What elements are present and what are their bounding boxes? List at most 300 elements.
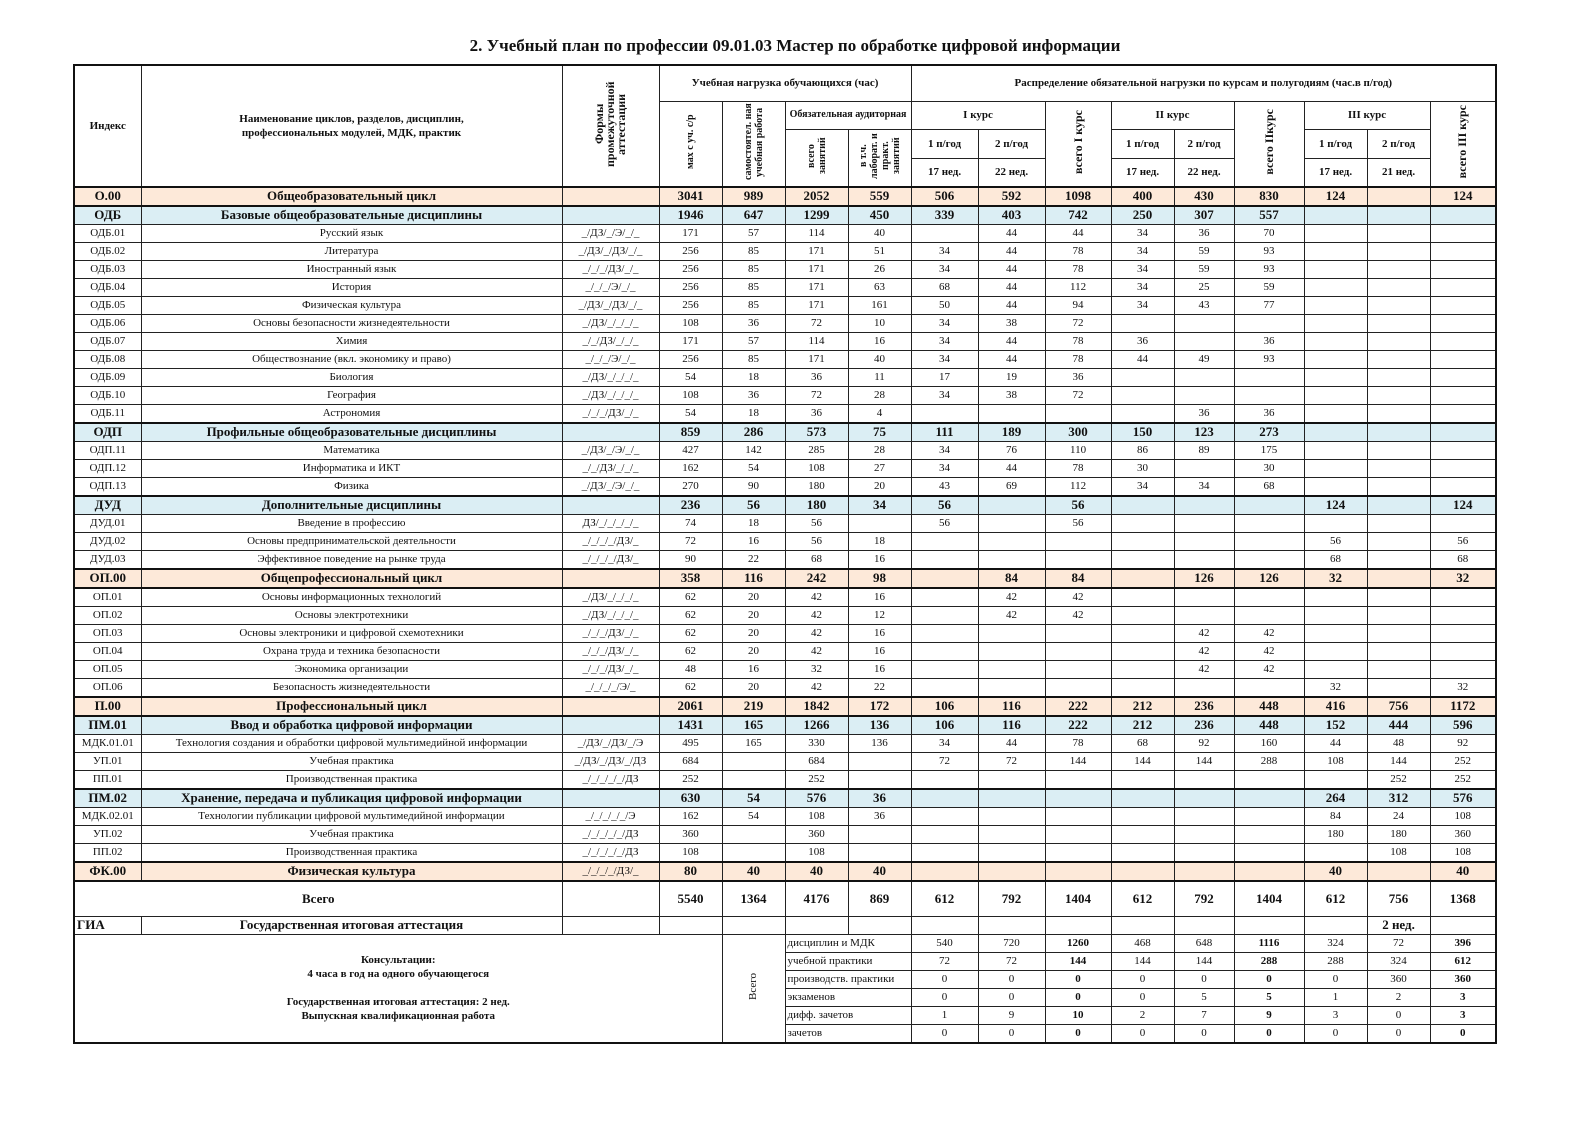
row-value (911, 532, 978, 550)
header-c1-sem2: 2 п/год (978, 129, 1045, 159)
table-row (74, 514, 1496, 532)
row-value: 34 (911, 314, 978, 332)
row-attestation-form: _/ДЗ/_/ДЗ/_/ДЗ (562, 752, 659, 770)
row-value (1111, 314, 1174, 332)
row-value: 16 (848, 550, 911, 569)
row-value (1430, 660, 1496, 678)
row-value: 85 (722, 278, 785, 296)
row-value: 36 (1045, 368, 1111, 386)
row-value (1430, 368, 1496, 386)
row-value (1367, 332, 1430, 350)
row-value (1045, 532, 1111, 550)
row-value (1045, 678, 1111, 697)
row-value: 1431 (659, 716, 722, 735)
table-row (74, 588, 1496, 607)
row-value (1304, 441, 1367, 459)
row-value: 72 (911, 752, 978, 770)
row-value (848, 825, 911, 843)
row-attestation-form: _/ДЗ/_/_/_/_ (562, 368, 659, 386)
row-value: 34 (1111, 224, 1174, 242)
row-value: 77 (1234, 296, 1304, 314)
gia-index: ГИА (74, 916, 141, 934)
row-value (1111, 843, 1174, 862)
row-attestation-form (562, 187, 659, 206)
row-attestation-form: _/_/_/ДЗ/_/_ (562, 660, 659, 678)
row-value (1430, 224, 1496, 242)
row-value: 19 (978, 368, 1045, 386)
row-value: 36 (848, 807, 911, 825)
row-value: 56 (1304, 532, 1367, 550)
row-value: 252 (1430, 752, 1496, 770)
row-value: 59 (1234, 278, 1304, 296)
row-value: 116 (978, 697, 1045, 716)
row-value: 40 (785, 862, 848, 881)
row-value (1367, 514, 1430, 532)
total-cell: 5540 (659, 881, 722, 917)
row-value: 76 (978, 441, 1045, 459)
summary-label: дисциплин и МДК (785, 934, 911, 952)
row-value: 40 (1430, 862, 1496, 881)
summary-value: 0 (1045, 1024, 1111, 1043)
row-value: 16 (848, 624, 911, 642)
table-row (74, 843, 1496, 862)
row-value (978, 862, 1045, 881)
row-value (722, 825, 785, 843)
row-value (1174, 314, 1234, 332)
row-index: ОДП.13 (74, 477, 141, 496)
header-lab-classes: в т.ч. лаборат. и практ. занятий (848, 129, 911, 187)
row-value: 68 (785, 550, 848, 569)
row-name: Учебная практика (141, 825, 562, 843)
row-attestation-form (562, 496, 659, 515)
row-attestation-form: _/ДЗ/_/_/_/_ (562, 606, 659, 624)
table-row (74, 734, 1496, 752)
row-value: 44 (1111, 350, 1174, 368)
row-value: 161 (848, 296, 911, 314)
vkr-text: Выпускная квалификационная работа (301, 1010, 496, 1022)
row-value: 32 (1304, 569, 1367, 588)
row-value: 54 (722, 459, 785, 477)
row-value: 252 (785, 770, 848, 789)
row-attestation-form: _/_/_/_/_/ДЗ (562, 825, 659, 843)
summary-label: дифф. зачетов (785, 1006, 911, 1024)
row-value: 20 (722, 642, 785, 660)
row-value (911, 404, 978, 423)
row-value (1304, 386, 1367, 404)
table-row (74, 404, 1496, 423)
row-value: 59 (1174, 242, 1234, 260)
summary-value: 3 (1430, 1006, 1496, 1024)
row-value: 16 (722, 532, 785, 550)
summary-value: 1 (1304, 988, 1367, 1006)
row-value: 124 (1430, 496, 1496, 515)
summary-value: 612 (1430, 952, 1496, 970)
row-value (1174, 386, 1234, 404)
row-value (911, 843, 978, 862)
row-value: 62 (659, 624, 722, 642)
row-attestation-form: _/_/_/_/_/ДЗ (562, 770, 659, 789)
row-value: 57 (722, 332, 785, 350)
row-value (1111, 678, 1174, 697)
row-attestation-form: _/_/_/_/Э/_ (562, 678, 659, 697)
row-value: 92 (1174, 734, 1234, 752)
header-c3-weeks2: 21 нед. (1367, 159, 1430, 187)
row-name: Литература (141, 242, 562, 260)
row-value: 252 (1430, 770, 1496, 789)
table-row (74, 606, 1496, 624)
row-value: 80 (659, 862, 722, 881)
table-row (74, 550, 1496, 569)
row-value: 89 (1174, 441, 1234, 459)
row-value (1174, 459, 1234, 477)
row-value (1234, 606, 1304, 624)
row-value (1111, 606, 1174, 624)
row-value (1234, 770, 1304, 789)
row-index: ОДП.11 (74, 441, 141, 459)
row-value: 108 (659, 843, 722, 862)
row-attestation-form: ДЗ/_/_/_/_/_ (562, 514, 659, 532)
row-value: 123 (1174, 423, 1234, 442)
row-value: 16 (722, 660, 785, 678)
row-value: 43 (1174, 296, 1234, 314)
summary-value: 360 (1367, 970, 1430, 988)
row-name: Базовые общеобразовательные дисциплины (141, 206, 562, 225)
row-value (1174, 770, 1234, 789)
row-value: 124 (1304, 187, 1367, 206)
row-value: 189 (978, 423, 1045, 442)
row-value (1304, 404, 1367, 423)
summary-value: 324 (1367, 952, 1430, 970)
row-value (1367, 606, 1430, 624)
gia-name: Государственная итоговая аттестация (141, 916, 562, 934)
row-value: 42 (1234, 642, 1304, 660)
row-value (1111, 624, 1174, 642)
row-value: 160 (1234, 734, 1304, 752)
header-forms: Формы промежуточной аттестации (562, 65, 659, 187)
header-c1-weeks1: 17 нед. (911, 159, 978, 187)
row-value: 94 (1045, 296, 1111, 314)
row-value: 85 (722, 350, 785, 368)
summary-value: 0 (1111, 988, 1174, 1006)
row-value (1367, 350, 1430, 368)
row-value: 72 (1045, 386, 1111, 404)
summary-value: 5 (1174, 988, 1234, 1006)
row-value: 36 (1111, 332, 1174, 350)
page-title: 2. Учебный план по профессии 09.01.03 Мастер по обработке цифровой информации (469, 36, 1121, 55)
row-value: 171 (785, 278, 848, 296)
row-attestation-form: _/_/_/ДЗ/_/_ (562, 624, 659, 642)
row-value: 63 (848, 278, 911, 296)
row-name: Информатика и ИКТ (141, 459, 562, 477)
row-value (722, 752, 785, 770)
row-value (1234, 514, 1304, 532)
row-name: Биология (141, 368, 562, 386)
row-value (1367, 260, 1430, 278)
row-value (911, 660, 978, 678)
row-index: ОДБ.01 (74, 224, 141, 242)
row-name: Иностранный язык (141, 260, 562, 278)
header-c2-sem1: 1 п/год (1111, 129, 1174, 159)
section-row (74, 496, 1496, 515)
row-attestation-form (562, 206, 659, 225)
row-value (1430, 278, 1496, 296)
row-value: 42 (785, 678, 848, 697)
row-attestation-form: _/_/_/ДЗ/_/_ (562, 260, 659, 278)
row-value (1367, 588, 1430, 607)
row-value: 62 (659, 642, 722, 660)
row-value (1174, 514, 1234, 532)
row-value: 108 (785, 843, 848, 862)
row-value (1304, 278, 1367, 296)
row-value (1367, 624, 1430, 642)
row-attestation-form: _/_/ДЗ/_/_/_ (562, 459, 659, 477)
row-value: 78 (1045, 459, 1111, 477)
row-value: 40 (848, 224, 911, 242)
row-value (1367, 368, 1430, 386)
row-value: 108 (1430, 807, 1496, 825)
row-value (1430, 386, 1496, 404)
row-value: 93 (1234, 260, 1304, 278)
row-value: 34 (911, 332, 978, 350)
row-name: Физическая культура (141, 296, 562, 314)
row-attestation-form: _/_/_/_/ДЗ/_ (562, 550, 659, 569)
summary-value: 72 (978, 952, 1045, 970)
row-value: 44 (978, 224, 1045, 242)
row-value (978, 807, 1045, 825)
summary-value: 0 (911, 988, 978, 1006)
row-value: 56 (1045, 514, 1111, 532)
header-course-2: II курс (1111, 101, 1234, 129)
row-value: 592 (978, 187, 1045, 206)
row-value: 162 (659, 807, 722, 825)
row-value: 450 (848, 206, 911, 225)
row-attestation-form: _/_/_/_/_/ДЗ (562, 843, 659, 862)
row-value: 1172 (1430, 697, 1496, 716)
row-value: 360 (1430, 825, 1496, 843)
summary-value: 288 (1234, 952, 1304, 970)
row-value (978, 770, 1045, 789)
row-value: 144 (1111, 752, 1174, 770)
header-c2-sem2: 2 п/год (1174, 129, 1234, 159)
row-index: ОДП.12 (74, 459, 141, 477)
row-value: 42 (785, 588, 848, 607)
row-value (1174, 368, 1234, 386)
row-value (1111, 569, 1174, 588)
row-index: ОДБ.07 (74, 332, 141, 350)
row-value (1367, 404, 1430, 423)
row-index: О.00 (74, 187, 141, 206)
row-index: ПМ.02 (74, 789, 141, 808)
row-value: 16 (848, 642, 911, 660)
row-value: 34 (911, 350, 978, 368)
row-value (1174, 843, 1234, 862)
row-value: 40 (1304, 862, 1367, 881)
row-value (1430, 314, 1496, 332)
row-value: 57 (722, 224, 785, 242)
row-value (848, 514, 911, 532)
section-row (74, 716, 1496, 735)
header-c1-sem1: 1 п/год (911, 129, 978, 159)
row-value (1111, 588, 1174, 607)
vsego-label: Всего (722, 934, 785, 1043)
table-row (74, 296, 1496, 314)
row-value (1111, 825, 1174, 843)
row-index: ОП.04 (74, 642, 141, 660)
row-value (1174, 606, 1234, 624)
row-value (1367, 206, 1430, 225)
row-value (1111, 862, 1174, 881)
row-value (978, 678, 1045, 697)
row-index: П.00 (74, 697, 141, 716)
row-value: 108 (659, 386, 722, 404)
row-value: 576 (785, 789, 848, 808)
row-value: 68 (1234, 477, 1304, 496)
row-value: 1266 (785, 716, 848, 735)
header-c1-weeks2: 22 нед. (978, 159, 1045, 187)
row-value (1367, 314, 1430, 332)
row-value: 175 (1234, 441, 1304, 459)
row-value (1234, 843, 1304, 862)
row-value: 54 (722, 789, 785, 808)
row-value: 212 (1111, 697, 1174, 716)
row-value (1234, 550, 1304, 569)
row-index: ПП.01 (74, 770, 141, 789)
row-name: Химия (141, 332, 562, 350)
row-value (1234, 807, 1304, 825)
row-value: 444 (1367, 716, 1430, 735)
row-index: ОП.01 (74, 588, 141, 607)
row-value (1304, 368, 1367, 386)
header-total-classes: всего занятий (785, 129, 848, 187)
summary-value: 1260 (1045, 934, 1111, 952)
row-value: 358 (659, 569, 722, 588)
row-name: Ввод и обработка цифровой информации (141, 716, 562, 735)
row-index: ДУД.02 (74, 532, 141, 550)
row-value (1367, 678, 1430, 697)
row-value (1174, 807, 1234, 825)
row-value (1234, 789, 1304, 808)
summary-value: 0 (1174, 970, 1234, 988)
row-value: 84 (1304, 807, 1367, 825)
table-row (74, 752, 1496, 770)
total-cell: 869 (848, 881, 911, 917)
summary-value: 72 (911, 952, 978, 970)
row-value: 108 (1304, 752, 1367, 770)
total-cell: 612 (1111, 881, 1174, 917)
header-self-study: самостоятел. ная учебная работа (722, 101, 785, 187)
row-value: 111 (911, 423, 978, 442)
row-value: 40 (848, 862, 911, 881)
row-value: 114 (785, 224, 848, 242)
row-value: 20 (722, 678, 785, 697)
row-value: 34 (911, 242, 978, 260)
row-value (978, 660, 1045, 678)
header-course-3: III курс (1304, 101, 1430, 129)
row-attestation-form: _/ДЗ/_/ДЗ/_/_ (562, 296, 659, 314)
row-value (1367, 441, 1430, 459)
row-index: ОП.00 (74, 569, 141, 588)
row-value (1367, 642, 1430, 660)
row-index: МДК.01.01 (74, 734, 141, 752)
row-value: 36 (848, 789, 911, 808)
cycle-row (74, 569, 1496, 588)
row-value: 78 (1045, 734, 1111, 752)
summary-value: 2 (1111, 1006, 1174, 1024)
row-value: 684 (659, 752, 722, 770)
cycle-row (74, 187, 1496, 206)
section-row (74, 206, 1496, 225)
row-value (1045, 843, 1111, 862)
row-value: 56 (911, 496, 978, 515)
gia-text: Государственная итоговая аттестация: 2 нед. (286, 996, 510, 1008)
row-index: ПМ.01 (74, 716, 141, 735)
row-value: 12 (848, 606, 911, 624)
row-attestation-form: _/_/_/_/_/Э (562, 807, 659, 825)
row-name: Обществознание (вкл. экономику и право) (141, 350, 562, 368)
row-value (1174, 532, 1234, 550)
row-attestation-form (562, 697, 659, 716)
row-value: 242 (785, 569, 848, 588)
summary-value: 396 (1430, 934, 1496, 952)
row-value (1367, 477, 1430, 496)
row-value: 51 (848, 242, 911, 260)
row-value (1045, 770, 1111, 789)
row-value (1367, 569, 1430, 588)
row-attestation-form: _/ДЗ/_/_/_/_ (562, 314, 659, 332)
row-value: 300 (1045, 423, 1111, 442)
row-value: 222 (1045, 697, 1111, 716)
row-value (1111, 770, 1174, 789)
table-row (74, 532, 1496, 550)
row-value: 2052 (785, 187, 848, 206)
row-value: 44 (978, 278, 1045, 296)
row-value: 54 (659, 368, 722, 386)
row-index: ПП.02 (74, 843, 141, 862)
row-value: 1098 (1045, 187, 1111, 206)
row-value: 72 (1045, 314, 1111, 332)
row-value (1045, 550, 1111, 569)
row-value: 72 (978, 752, 1045, 770)
summary-value: 144 (1174, 952, 1234, 970)
summary-label: экзаменов (785, 988, 911, 1006)
row-value (978, 550, 1045, 569)
row-value: 62 (659, 588, 722, 607)
row-value: 124 (1304, 496, 1367, 515)
row-value (911, 862, 978, 881)
row-value (1304, 642, 1367, 660)
row-attestation-form: _/_/ДЗ/_/_/_ (562, 332, 659, 350)
row-value: 989 (722, 187, 785, 206)
header-mandatory: Обязательная аудиторная (785, 101, 911, 129)
row-name: История (141, 278, 562, 296)
row-name: Основы электротехники (141, 606, 562, 624)
row-value: 34 (911, 260, 978, 278)
summary-value: 9 (1234, 1006, 1304, 1024)
row-name: Технологии публикации цифровой мультимедийной информации (141, 807, 562, 825)
row-value: 110 (1045, 441, 1111, 459)
row-index: ОП.05 (74, 660, 141, 678)
gia-duration: 2 нед. (1367, 916, 1430, 934)
row-value: 171 (659, 224, 722, 242)
row-value: 273 (1234, 423, 1304, 442)
row-value: 165 (722, 716, 785, 735)
row-value (1304, 843, 1367, 862)
summary-value: 0 (1367, 1024, 1430, 1043)
row-index: ОДБ.02 (74, 242, 141, 260)
row-value: 171 (659, 332, 722, 350)
row-value: 42 (785, 642, 848, 660)
section-row (74, 423, 1496, 442)
